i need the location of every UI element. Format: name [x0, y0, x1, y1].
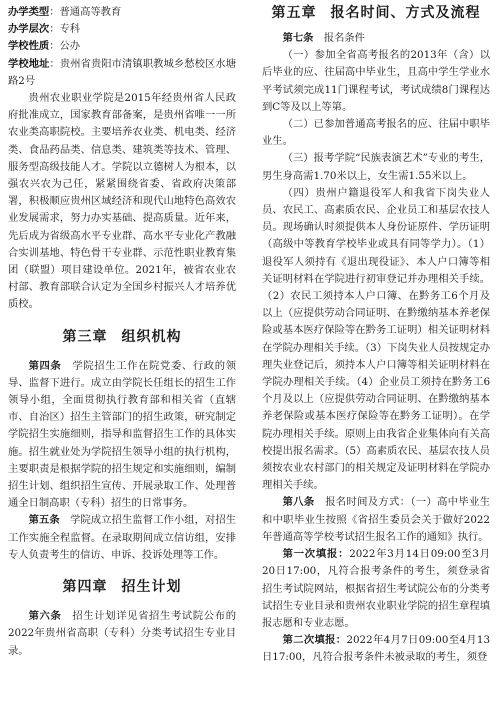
condition-3: （三）报考学院“民族表演艺术”专业的考生，男生身高需1.70米以上，女生需1.55米以上。: [262, 152, 490, 182]
info-value: 专科: [59, 23, 81, 36]
school-intro: 贵州农业职业学院是2015年经贵州省人民政府批准成立，国家教育部备案，是贵州省唯一一所农业类高职院校。主要培养农业类、机电类、经济类、食品药品类、信息类、建筑类等技术、管理、服务型高级技能人才。学院以立德树人为根本，以强农兴农为己任，紧紧围绕省委、省政府决策部署，积极顺应贵州区域经济和现代山地特色高效农业发展需求，努力办实基础、提高质量。近年来，先后成为省级高水平专业群、高水平专业化产教融合实训基地、特色骨干专业群、示范性职业教育集团（联盟）项目建设单位。2021年，被省农业农村部、教育部联合认定为全国乡村振兴人才培养优质校。: [8, 92, 236, 311]
chapter-name: 报名时间、方式及流程: [330, 5, 481, 21]
article-label: 第五条: [28, 514, 60, 527]
article-text: 报名条件: [323, 32, 365, 44]
article-text: 学院招生工作在院党委、行政的领导、监督下进行。成立由学院长任组长的招生工作领导小组，全面贯彻执行教育部和相关省（直辖市、自治区）招生主管部门的招生政策，研究制定学院招生实施细则，指导和监督招生工作的具体实施。招生就业处为学院招生领导小组的执行机构，主要职责是根据学院的招生规定和实施细则，编制招生计划、组织招生宣传、开展录取工作、处理普通全日制高职（专科）招生的日常事务。: [8, 359, 237, 510]
period-text: 2022年3月14日09:00至3月20日17:00，凡符合报考条件的考生，须登录省招生考试院网站，根据省招生考试院公布的分类考试招生专业目录和贵州农业职业学院的招生章程填报志愿和专业志愿。: [262, 548, 490, 629]
article-7: [262, 30, 490, 47]
chapter-number: 第五章: [271, 5, 317, 21]
period-text: 2022年4月7日09:00至4月13日17:00，凡符合报考条件未被录取的考生，须登: [262, 634, 490, 664]
first-fill-period: [262, 546, 490, 632]
article-8: [262, 494, 490, 546]
chapter-number: 第三章: [62, 328, 108, 345]
condition-2: （二）已参加普通高考报名的应、往届中职毕业生。: [262, 118, 490, 148]
info-value: 公办: [59, 40, 81, 53]
info-key: 办学层次: [8, 23, 50, 36]
chapter-3-heading: [8, 328, 236, 346]
info-value: 贵州省贵阳市清镇职教城乡愁校区水塘路2号: [8, 57, 237, 87]
info-address: 学校地址：贵州省贵阳市清镇职教城乡愁校区水塘路2号: [8, 57, 237, 87]
school-info: [8, 4, 236, 90]
article-4: [8, 358, 236, 513]
period-label: 第二次填报：: [282, 634, 347, 647]
chapter-name: 招生计划: [121, 579, 182, 596]
right-column: [262, 4, 490, 667]
info-key: 办学类型: [8, 6, 50, 18]
condition-1: （一）参加全省高考报名的2013年（含）以后毕业的应、往届高中毕业生，且高中学生学业水平考试须完成11门课程考试，考试成绩8门课程达到C等及以上等第。: [262, 49, 490, 113]
info-key: 学校性质: [8, 40, 50, 53]
article-label: 第四条: [28, 359, 62, 372]
condition-4: （四）贵州户籍退役军人和我省下岗失业人员、农民工、高素质农民、企业员工和基层农技人员。现场确认时须提供本人身份证原件、学历证明（高级中等教育学校毕业或具有同等学力）。（1）退役军人须持有《退出现役证》、本人户口簿等相关证明材料在学院进行初审登记并办理相关手续。（2）农民工须持本人户口簿、在黔务工6个月及以上（应提供劳动合同证明、在黔缴纳基本养老保险或基本医疗保险等在黔务工证明）相关证明材料在学院办理相关手续。（3）下岗失业人员按规定办理失业登记后，须持本人户口簿等相关证明材料在学院办理相关手续。（4）企业员工须持在黔务工6个月及以上（应提供劳动合同证明、在黔缴纳基本养老保险或基本医疗保险等在黔务工证明）。在学院办理相关手续。原则上由我省企业集体向有关高校提出报名需求。（5）高素质农民、基层农技人员须按农业农村部门的相关规定及证明材料在学院办理相关手续。: [262, 186, 490, 492]
article-label: 第八条: [282, 496, 315, 509]
second-fill-period: [262, 632, 490, 666]
info-level: 办学层次：专科: [8, 23, 81, 36]
info-nature: 学校性质：公办: [8, 40, 81, 53]
info-value: 普通高等教育: [59, 6, 122, 18]
info-type: 办学类型：普通高等教育: [8, 6, 122, 18]
left-column: [8, 4, 236, 660]
period-label: 第一次填报：: [282, 548, 350, 561]
info-key: 学校地址: [8, 57, 50, 70]
article-6: [8, 608, 236, 660]
article-label: 第七条: [282, 32, 314, 44]
article-label: 第六条: [28, 610, 62, 623]
chapter-number: 第四章: [62, 579, 108, 596]
chapter-name: 组织机构: [121, 328, 182, 345]
article-text: 招生计划详见省招生考试院公布的2022年贵州省高职（专科）分类考试招生专业目录。: [8, 610, 237, 657]
article-5: [8, 512, 236, 564]
article-text: 报名时间及方式：（一）高中毕业生和中职毕业生按照《省招生委员会关于做好2022年普通高等学校考试招生报名工作的通知》执行。: [262, 496, 491, 543]
chapter-4-heading: [8, 578, 236, 596]
article-text: 学院成立招生监督工作小组，对招生工作实施全程监督。在录取期间成立信访组，安排专人负责考生的信访、申诉、投诉处理等工作。: [8, 514, 237, 561]
chapter-5-heading: [262, 4, 490, 22]
